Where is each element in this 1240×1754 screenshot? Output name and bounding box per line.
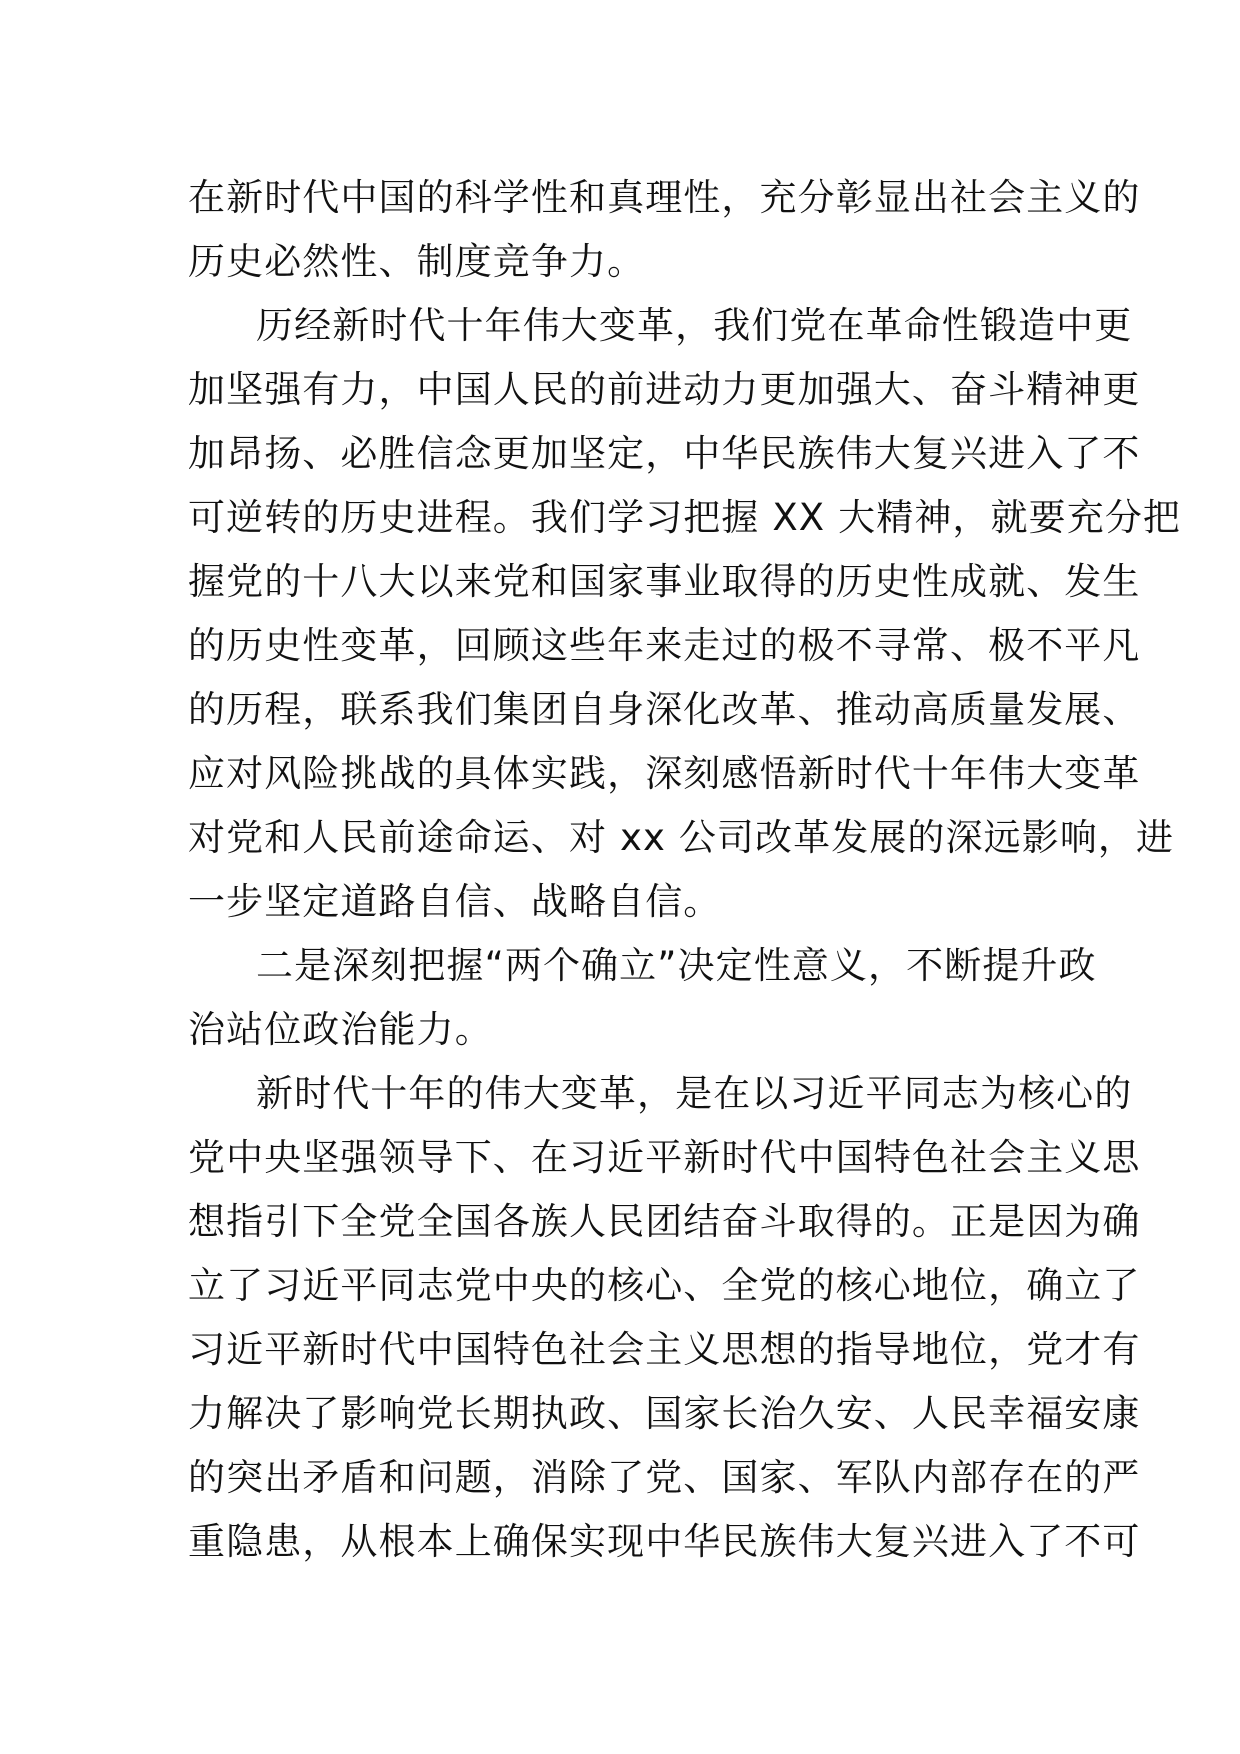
text-line: 新时代十年的伟大变革，是在以习近平同志为核心的 (256, 1072, 1133, 1115)
text-line: 力解决了影响党长期执政、国家长治久安、人民幸福安康 (188, 1392, 1141, 1435)
text-line: 握党的十八大以来党和国家事业取得的历史性成就、发生 (188, 560, 1141, 603)
text-line: 重隐患，从根本上确保实现中华民族伟大复兴进入了不可 (188, 1520, 1141, 1563)
text-line: 的历史性变革，回顾这些年来走过的极不寻常、极不平凡 (188, 624, 1141, 667)
text-line: 想指引下全党全国各族人民团结奋斗取得的。正是因为确 (188, 1200, 1141, 1243)
text-line: 治站位政治能力。 (188, 1008, 493, 1051)
text-line: 二是深刻把握“两个确立”决定性意义，不断提升政 (256, 944, 1097, 987)
text-line: 在新时代中国的科学性和真理性，充分彰显出社会主义的 (188, 176, 1141, 219)
document-body (188, 166, 1182, 1574)
text-line: 一步坚定道路自信、战略自信。 (188, 880, 722, 923)
text-line: 加坚强有力，中国人民的前进动力更加强大、奋斗精神更 (188, 368, 1141, 411)
text-line: 对党和人民前途命运、对 xx 公司改革发展的深远影响，进 (188, 816, 1175, 859)
text-line: 立了习近平同志党中央的核心、全党的核心地位，确立了 (188, 1264, 1141, 1307)
text-line: 的历程，联系我们集团自身深化改革、推动高质量发展、 (188, 688, 1141, 731)
text-line: 加昂扬、必胜信念更加坚定，中华民族伟大复兴进入了不 (188, 432, 1141, 475)
text-line: 习近平新时代中国特色社会主义思想的指导地位，党才有 (188, 1328, 1141, 1371)
text-line: 的突出矛盾和问题，消除了党、国家、军队内部存在的严 (188, 1456, 1141, 1499)
text-line: 应对风险挑战的具体实践，深刻感悟新时代十年伟大变革 (188, 752, 1141, 795)
text-line: 历史必然性、制度竞争力。 (188, 240, 646, 283)
text-line: 可逆转的历史进程。我们学习把握 XX 大精神，就要充分把 (188, 496, 1182, 539)
text-line: 历经新时代十年伟大变革，我们党在革命性锻造中更 (256, 304, 1133, 347)
text-line: 党中央坚强领导下、在习近平新时代中国特色社会主义思 (188, 1136, 1141, 1179)
